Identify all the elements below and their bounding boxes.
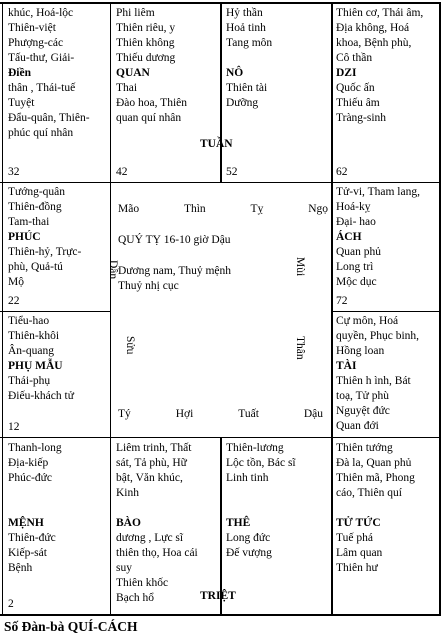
palace-name: DZI <box>336 67 357 79</box>
age-number: 22 <box>8 295 20 307</box>
star-line: Tử-vi, Tham lang, <box>336 186 420 198</box>
age-number: 62 <box>336 166 348 178</box>
star-line: Thiên hư <box>336 562 378 574</box>
star-line: Tràng-sinh <box>336 112 387 124</box>
grid-line <box>331 2 333 616</box>
star-line: Thiên tài <box>226 82 268 94</box>
destiny-line: Thuỷ nhị cục <box>118 280 179 292</box>
star-line: Địa-kiếp <box>8 457 49 469</box>
star-line: Liêm trinh, Thất <box>116 442 192 454</box>
spacer <box>116 501 218 516</box>
star-line: Đà la, Quan phủ <box>336 457 412 469</box>
palace-ach <box>336 185 437 311</box>
palace-name: TÀI <box>336 360 357 372</box>
branch-suu: Sửu <box>124 336 136 355</box>
branch-dan: Dần <box>107 260 119 280</box>
star-line: Hoả tinh <box>226 22 266 34</box>
star-line: Quan đới <box>336 420 379 432</box>
branch-label: Thìn <box>183 203 206 215</box>
grid-line <box>0 311 110 312</box>
star-line: Long đức <box>226 532 271 544</box>
palace-name: PHỤ MẪU <box>8 360 63 372</box>
star-line: thiên thọ, Hoa cái <box>116 547 198 559</box>
star-line: Thiên h ình, Bát <box>336 375 411 387</box>
spacer <box>8 486 108 516</box>
branch-label: Tuất <box>238 408 259 420</box>
star-line: Thiên-đức <box>8 532 56 544</box>
branch-label: Mão <box>118 203 140 215</box>
star-line: Hoá-kỵ <box>336 201 371 213</box>
star-line: Thiếu âm <box>336 97 380 109</box>
star-line: Thai <box>116 82 138 94</box>
star-line: Nguyệt đức <box>336 405 390 417</box>
star-line: Thiên riêu, y <box>116 22 176 34</box>
star-line: Quan phủ <box>336 246 382 258</box>
tuan-marker: TUẦN <box>200 138 233 150</box>
star-line: Lộc tồn, Bác sĩ <box>226 457 296 469</box>
birth-date: QUÝ TỴ 16-10 giờ Dậu <box>118 234 231 246</box>
star-line: Tuyệt <box>8 97 35 109</box>
palace-tai <box>336 314 437 437</box>
age-number: 72 <box>336 295 348 307</box>
star-line: Thiên-việt <box>8 22 56 34</box>
star-line: Cô thần <box>336 52 373 64</box>
star-line: Long trì <box>336 261 374 273</box>
star-line: phúc quí nhân <box>8 127 74 139</box>
age-number: 32 <box>8 166 20 178</box>
palace-dien <box>8 6 108 182</box>
star-line: Hỷ thần <box>226 7 263 19</box>
star-line: Đế vượng <box>226 547 272 559</box>
star-line: Tiểu-hao <box>8 315 50 327</box>
star-line: Điếu-khách tử <box>8 390 74 402</box>
spacer <box>226 486 330 516</box>
star-line: Mộc dục <box>336 276 377 288</box>
star-line: Ân-quang <box>8 345 54 357</box>
star-line: Linh tinh <box>226 472 269 484</box>
palace-name: QUAN <box>116 67 150 79</box>
grid-line <box>439 2 441 616</box>
branch-label: Tỵ <box>250 203 264 215</box>
star-line: Mộ <box>8 276 24 288</box>
branch-label: Hợi <box>175 408 194 420</box>
star-line: Dưỡng <box>226 97 259 109</box>
palace-name: TỬ TỨC <box>336 517 381 529</box>
star-line: Địa không, Hoá <box>336 22 410 34</box>
age-number: 2 <box>8 598 14 610</box>
birth-info <box>118 233 231 248</box>
star-line: Tuế phá <box>336 532 373 544</box>
star-line: Kiếp-sát <box>8 547 47 559</box>
age-number: 42 <box>116 166 128 178</box>
star-line: Thiên-đồng <box>8 201 62 213</box>
star-line: Thiên-lương <box>226 442 284 454</box>
palace-dzi <box>336 6 437 182</box>
star-line: Hồng loan <box>336 345 385 357</box>
star-line: Bệnh <box>8 562 33 574</box>
star-line: Thiên-khôi <box>8 330 60 342</box>
star-line: thân , Thái-tuế <box>8 82 76 94</box>
star-line: Thiên mã, Phong <box>336 472 415 484</box>
palace-name: Điền <box>8 67 31 79</box>
star-line: phù, Quả-tú <box>8 261 63 273</box>
palace-name: ÁCH <box>336 231 362 243</box>
star-line: suy <box>116 562 132 574</box>
branch-than: Thân <box>294 336 306 360</box>
star-line: Tang môn <box>226 37 273 49</box>
grid-line <box>220 2 222 183</box>
star-line: sát, Tả phù, Hữ <box>116 457 187 469</box>
star-line: Thiên khốc <box>116 577 169 589</box>
star-line: Tam-thai <box>8 216 50 228</box>
star-line: Thiên cơ, Thái âm, <box>336 7 424 19</box>
branch-label: Ngọ <box>308 203 328 215</box>
star-line: Phúc-đức <box>8 472 52 484</box>
star-line: Thiên-hỷ, Trực- <box>8 246 82 258</box>
spacer <box>226 51 330 66</box>
palace-quan <box>116 6 218 182</box>
star-line: Thiên không <box>116 37 175 49</box>
star-line: Cự môn, Hoá <box>336 315 399 327</box>
palace-menh <box>8 441 108 614</box>
destiny-info <box>118 264 231 294</box>
palace-name: THÊ <box>226 517 251 529</box>
triet-marker: TRIỆT <box>200 590 236 602</box>
star-line: Thiên tướng <box>336 442 393 454</box>
star-line: Lâm quan <box>336 547 383 559</box>
star-line: dương , Lực sĩ <box>116 532 184 544</box>
star-line: khoa, Bệnh phù, <box>336 37 412 49</box>
star-line: khúc, Hoá-lộc <box>8 7 74 19</box>
chart-caption: Số Đàn-bà QUÍ-CÁCH <box>4 619 138 634</box>
star-line: Phượng-các <box>8 37 64 49</box>
palace-the <box>226 441 330 614</box>
age-number: 12 <box>8 421 20 433</box>
star-line: toạ, Tử phù <box>336 390 389 402</box>
grid-line <box>110 2 111 616</box>
palace-name: BÀO <box>116 517 141 529</box>
star-line: Tướng-quân <box>8 186 66 198</box>
branch-label: Dậu <box>303 408 323 420</box>
star-line: Tấu-thư, Giải- <box>8 52 75 64</box>
age-number: 52 <box>226 166 238 178</box>
grid-line <box>2 2 3 616</box>
star-line: Đại- hao <box>336 216 376 228</box>
palace-phu-mau <box>8 314 108 437</box>
star-line: Đào hoa, Thiên <box>116 97 188 109</box>
center-top-branches <box>118 202 328 217</box>
palace-phuc <box>8 185 108 311</box>
center-bottom-branches <box>118 407 323 422</box>
star-line: Thái-phụ <box>8 375 51 387</box>
branch-mui: Mùi <box>294 257 306 277</box>
palace-name: MỆNH <box>8 517 44 529</box>
grid-line <box>331 311 441 312</box>
palace-name: NÔ <box>226 67 244 79</box>
star-line: quan quí nhân <box>116 112 182 124</box>
star-line: bật, Văn khúc, <box>116 472 183 484</box>
destiny-line: Dương nam, Thuỷ mệnh <box>118 265 232 277</box>
star-line: Đẩu-quân, Thiên- <box>8 112 90 124</box>
palace-no <box>226 6 330 182</box>
star-line: Kinh <box>116 487 139 499</box>
spacer <box>336 501 437 516</box>
palace-tu-tuc <box>336 441 437 614</box>
palace-name: PHÚC <box>8 231 41 243</box>
star-line: cáo, Thiên quí <box>336 487 402 499</box>
star-line: Bạch hổ <box>116 592 155 604</box>
star-line: Thiếu dương <box>116 52 176 64</box>
star-line: Thanh-long <box>8 442 62 454</box>
branch-label: Tý <box>118 408 131 420</box>
star-line: quyền, Phục binh, <box>336 330 420 342</box>
star-line: Phi liêm <box>116 7 155 19</box>
star-line: Quốc ấn <box>336 82 375 94</box>
